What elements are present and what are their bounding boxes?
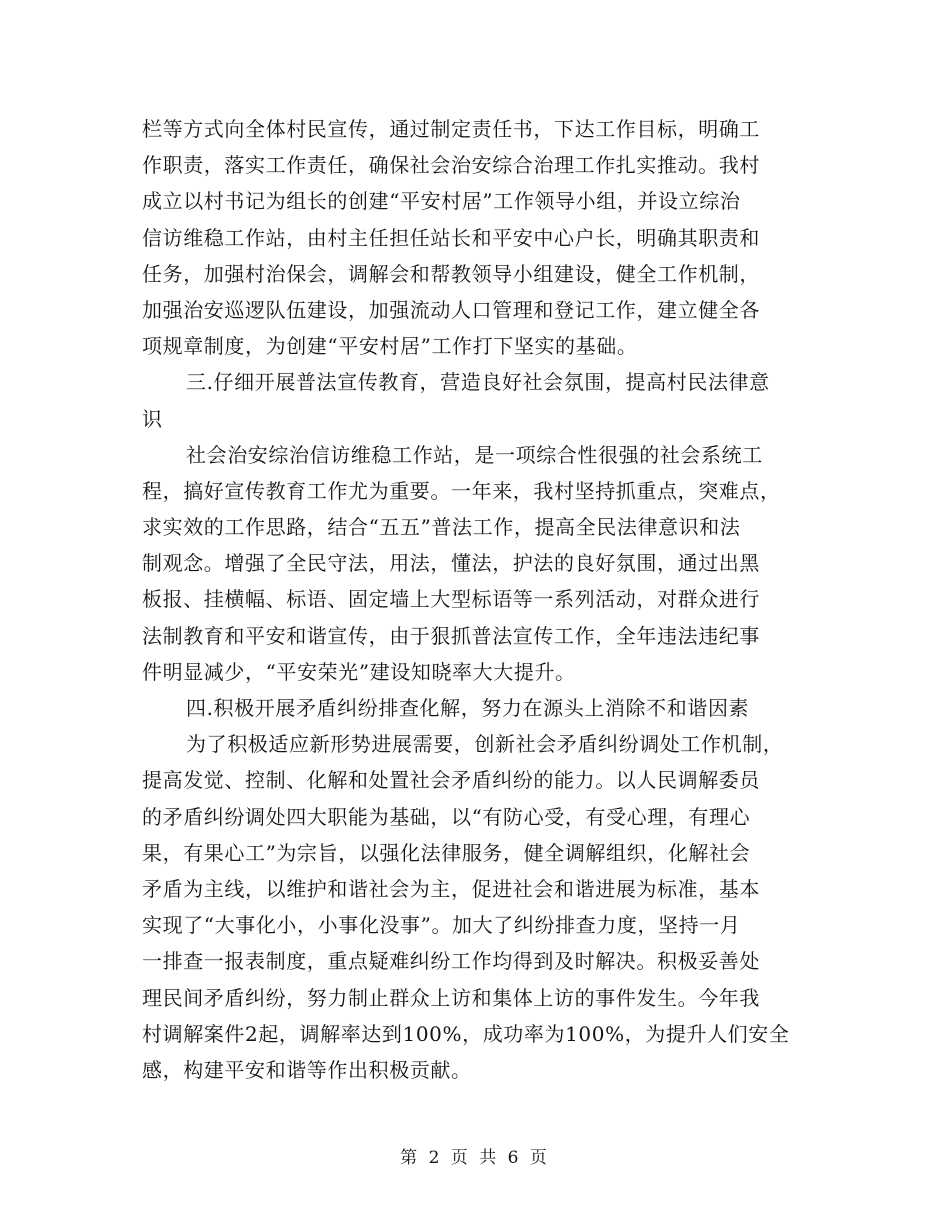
text-line: 栏等方式向全体村民宣传，通过制定责任书，下达工作目标，明确工 <box>142 117 760 141</box>
text-line: 实现了“大事化小，小事化没事”。加大了纠纷排查力度，坚持一月 <box>142 913 741 938</box>
text-line: 提高发觉、控制、化解和处置社会矛盾纠纷的能力。以人民调解委员 <box>142 768 760 793</box>
text-line: 信访维稳工作站，由村主任担任站长和平安中心户长，明确其职责和 <box>142 225 760 250</box>
text-line: 制观念。增强了全民守法，用法，懂法，护法的良好氛围，通过出黑 <box>142 551 760 576</box>
text-line: 的矛盾纠纷调处四大职能为基础，以“有防心受，有受心理，有理心 <box>142 804 751 829</box>
text-line: 理民间矛盾纠纷，努力制止群众上访和集体上访的事件发生。今年我 <box>142 985 760 1010</box>
text-line: 一排查一报表制度，重点疑难纠纷工作均得到及时解决。积极妥善处 <box>142 949 760 974</box>
text-line: 任务，加强村治保会，调解会和帮教领导小组建设，健全工作机制， <box>142 261 760 286</box>
text-line: 矛盾为主线，以维护和谐社会为主，促进社会和谐进展为标准，基本 <box>142 876 760 901</box>
page-footer: 第 2 页 共 6 页 <box>400 1148 550 1168</box>
text-line: 三.仔细开展普法宣传教育，营造良好社会氛围，提高村民法律意 <box>186 370 770 395</box>
text-line: 果，有果心工”为宗旨，以强化法律服务，健全调解组织，化解社会 <box>142 840 751 865</box>
text-line: 板报、挂横幅、标语、固定墙上大型标语等一系列活动，对群众进行 <box>142 587 760 612</box>
text-line: 件明显减少，“平安荣光”建设知晓率大大提升。 <box>142 659 576 684</box>
text-line: 识 <box>142 406 163 431</box>
text-line: 法制教育和平安和谐宣传，由于狠抓普法宣传工作，全年违法违纪事 <box>142 623 760 648</box>
text-line: 四.积极开展矛盾纠纷排查化解，努力在源头上消除不和谐因素 <box>186 696 750 720</box>
text-line: 求实效的工作思路，结合“五五”普法工作，提高全民法律意识和法 <box>142 515 741 540</box>
text-line: 感，构建平安和谐等作出积极贡献。 <box>142 1057 472 1082</box>
text-line: 村调解案件2起，调解率达到100%，成功率为100%，为提升人们安全 <box>142 1021 790 1046</box>
text-line: 项规章制度，为创建“平安村居”工作打下坚实的基础。 <box>142 334 638 359</box>
text-line: 成立以村书记为组长的创建“平安村居”工作领导小组，并设立综治 <box>142 189 741 214</box>
text-line: 作职责，落实工作责任，确保社会治安综合治理工作扎实推动。我村 <box>142 153 760 178</box>
text-line: 加强治安巡逻队伍建设，加强流动人口管理和登记工作，建立健全各 <box>142 297 760 322</box>
text-line: 社会治安综治信访维稳工作站，是一项综合性很强的社会系统工 <box>186 442 763 467</box>
text-line: 为了积极适应新形势进展需要，创新社会矛盾纠纷调处工作机制， <box>186 732 784 757</box>
document-body <box>142 111 814 1088</box>
text-line: 程，搞好宣传教育工作尤为重要。一年来，我村坚持抓重点，突难点， <box>142 478 781 503</box>
